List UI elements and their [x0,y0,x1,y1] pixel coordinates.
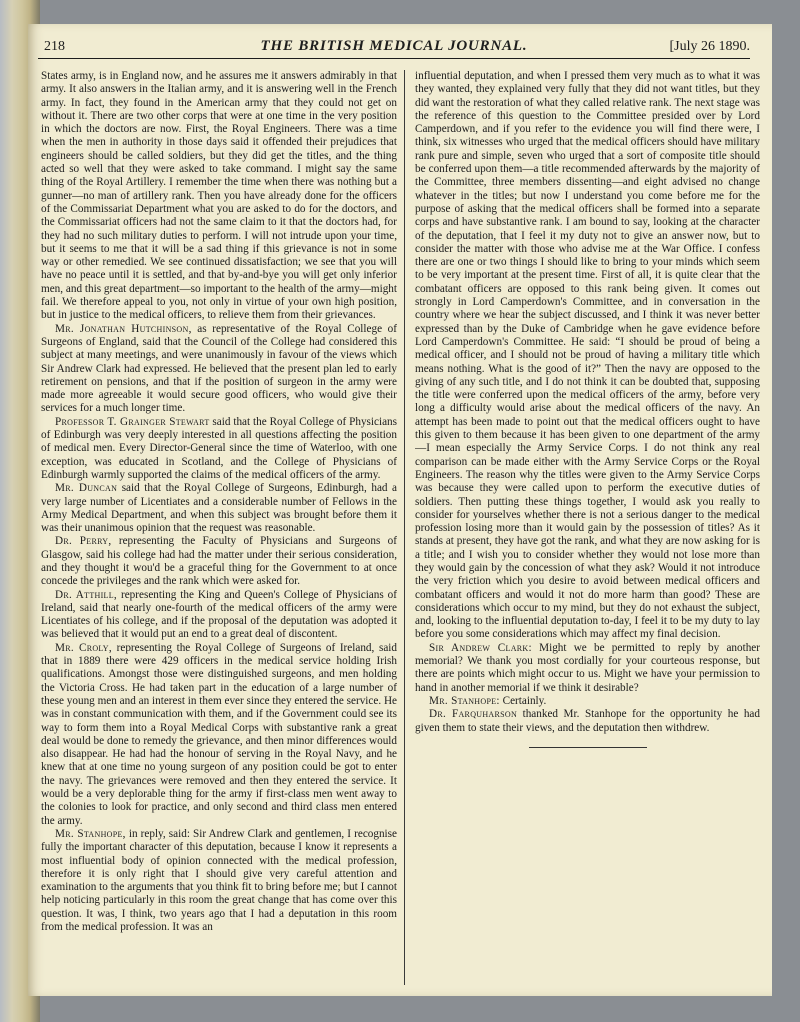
journal-page [28,24,772,996]
paragraph [41,828,397,934]
paragraph [41,70,397,323]
paragraph-text: influential deputation, and when I pressed them very much as to what it was they wanted, they explained very fully that they did not want titles, but they did want the restoration of what they called relative rank. The next stage was the reference of this question to the Committee presided over by Lord Camperdown, and if you refer to the evidence you will find there were, I think, six witnesses who urged that the medical officers should have military rank pure and simple, seven who urged that a sort of composite title should be conferred upon them—a title recommended afterwards by the majority of the Committee, three members dissenting—and eight advised no change whatever in the titles; but now I understand you come before me for the purpose of asking that the medical officers shall be formed into a separate corps and have substantive rank. I am bound to say, looking at the character of the deputation, that I feel it my duty not to give an answer now, but to consider the matter with those who advise me at the War Office. I confess there are one or two things I should like to bring to your minds which seem to be very important at the present time. First of all, it is quite clear that the combatant officers are opposed to this rank being given. It comes out strongly in Lord Camperdown's Committee, and in conversation in the country where we hear the subject discussed, and I think it was never better expressed than by the Duke of Cambridge when he gave evidence before Lord Camperdown's Committee. He said: “I should be proud of being a medical officer, and I should not be proud of having a military title which means nothing. What is the good of it?” Then the navy are opposed to the giving of any such title, and I do not think it can be doubted that, supposing the title were conferred upon the medical officers of the army, before very long a difficulty would arise about the medical officers of the navy. An attempt has been made to point out that the medical officers ought to have this given to them because it has been given to one department of the army—I mean especially the Army Service Corps. I do not think any real comparison can be made either with the Army Service Corps or the Royal Engineers. The reason why the titles were given to the Army Service Corps was because they were called upon to perform the executive duties of soldiers. Then putting these things together, I would ask you really to consider for yourselves whether there is not a serious danger to the medical profession losing more than it would gain by the possession of titles? As it stands at present, they have got the rank, and what they are now asking for is a title; and I wish you to consider whether they would not lose more than they would gain by the concession of what they ask? Would it not introduce the very friction which you desire to avoid between medical officers and combatant officers and would it not do more harm than good? These are considerations which occur to my mind, but they do not exhaust the subject, and, looking to the influential deputation to-day, I feel it to be my duty to lay before you some considerations which may affect my final decision. [415,70,760,641]
paragraph-text: said that the Royal College of Physicians of Edinburgh was very deeply interested in all questions affecting the position of medical men. Every Director-General since the time of Waterloo, with one exception, was educated in Scotland, and the College of Physicians of Edinburgh warmly supported the claims of the medical officers of the army. [41,415,397,481]
speaker-name: Mr. Duncan [55,482,118,495]
page-number: 218 [44,39,65,54]
right-column [415,70,760,990]
paragraph-text: representing the King and Queen's College of Physicians of Ireland, said that nearly one-fourth of the medical officers of the army were Licentiates of his college, and if the proposal of the deputation was adopted it was believed that it would put an end to a great deal of discontent. [41,588,397,641]
speaker-name: Mr. Stanhope, [55,827,126,840]
paragraph [41,416,397,482]
issue-date: [July 26 1890. [669,39,750,54]
paragraph-text: States army, is in England now, and he assures me it answers admirably in that army. It also answers in the Italian army, and it is answering well in the French army. In fact, they found in the American army that they could not get on without it. There are two other corps that were at one time in the very position in which the doctors are now. First, the Royal Engineers. There was a time when the men in authority in those days said it offended their prejudices that engineers should be called soldiers, but they did get the titles, and the thing acted so well that they were asked to take command. I might say the same thing of the Royal Artillery. I remember the time when there was nothing but a gunner—no man of artillery rank. Then you have already done for the officers of the Commissariat Department what you are asked to do for the doctors, and the Commissariat officers had not the same claim to it that the doctors had, for they had no such military duties to perform. I will not intrude upon your time, but it seems to me that it will be a sad thing if this grievance is not in some way or other remedied. We see continued dissatisfaction; we see that you will have no peace until it is settled, and that by-and-bye you will get only inferior men, and this great department—so important to the health of the army—might fail. We therefore appeal to you, not only in virtue of your own high position, but in justice to the medical officers, to relieve them from their grievances. [41,70,397,322]
speaker-name: Mr. Croly, [55,641,112,654]
paragraph [415,695,760,708]
paragraph [41,323,397,416]
speaker-name: Mr. Jonathan Hutchinson, [55,322,192,335]
paragraph-text: representing the Royal College of Surgeons of Ireland, said that in 1889 there were 429 officers in the medical service holding Irish qualifications. Amongst those were distinguished surgeons, and men holding the Victoria Cross. He had taken part in the education of a large number of these young men and an interest in them ever since they entered the service. He was in constant communication with them, and if the Government could see its way to form them into a Royal Medical Corps with substantive rank a great deal would be done to remedy the grievance, and then minor differences would also disappear. He had had the honour of serving in the Royal Navy, and he knew that at one time no young surgeon of any position could be got to enter the navy. The grievances were removed and then they entered the service. It would be a very deplorable thing for the army if first-class men went away to the colonies to look for practice, and only second and third class men entered the army. [41,641,397,827]
speaker-name: Dr. Perry, [55,535,112,548]
column-divider [404,70,405,985]
paragraph-text: said that the Royal College of Surgeons, Edinburgh, had a very large number of Licentiates and a considerable number of Fellows in the Army Medical Department, and when this subject was brought before them it was their unanimous opinion that the request was reasonable. [41,482,397,535]
paragraph [41,589,397,642]
paragraph [415,708,760,735]
paragraph-text: Certainly. [499,694,547,707]
speaker-name: Sir Andrew Clark: [429,641,532,654]
running-header [38,36,750,59]
paragraph [41,642,397,828]
paragraph-text: representing the Faculty of Physicians and Surgeons of Glasgow, said his college had had the matter under their serious consideration, and they thought it wou'd be a graceful thing for the Government to at once concede the privileges and the rank which were asked for. [41,535,397,588]
section-end-rule [529,747,647,748]
paragraph [415,642,760,695]
paragraph [41,482,397,535]
paragraph [41,535,397,588]
paragraph-text: in reply, said: Sir Andrew Clark and gentlemen, I recognise fully the important character of this deputation, because I know it represents a most influential body of opinion connected with the medical profession, therefore it is only right that I should give very careful attention and examination to the arguments that you think fit to bring before me; but I cannot help noticing particularly in this room the great change that has come over this question. It was, I think, two years ago that I had a deputation in this room from the medical profession. It was an [41,827,397,933]
journal-title: THE BRITISH MEDICAL JOURNAL. [260,38,528,54]
left-column [41,70,397,990]
paragraph-text: thanked Mr. Stanhope for the opportunity he had given them to state their views, and the deputation then withdrew. [415,708,760,734]
paragraph-text: as representative of the Royal College of Surgeons of England, said that the Council of the College had considered this subject at many meetings, and were unanimously in favour of the views which Sir Andrew Clark had expressed. He believed that the present plan led to early retirement on pensions, and that if the position of surgeon in the army were made more agreeable it would secure good officers, who would give their services for a much longer time. [41,322,397,415]
paragraph [415,70,760,642]
paragraph-text: Might we be permitted to reply by another memorial? We thank you most cordially for your courteous response, but there are points which might occur to us. Might we have your permission to hand in another memorial if we think it desirable? [415,641,760,694]
speaker-name: Professor T. Grainger Stewart [55,415,210,428]
speaker-name: Dr. Atthill, [55,588,118,601]
speaker-name: Dr. Farquharson [429,708,518,721]
speaker-name: Mr. Stanhope: [429,694,500,707]
